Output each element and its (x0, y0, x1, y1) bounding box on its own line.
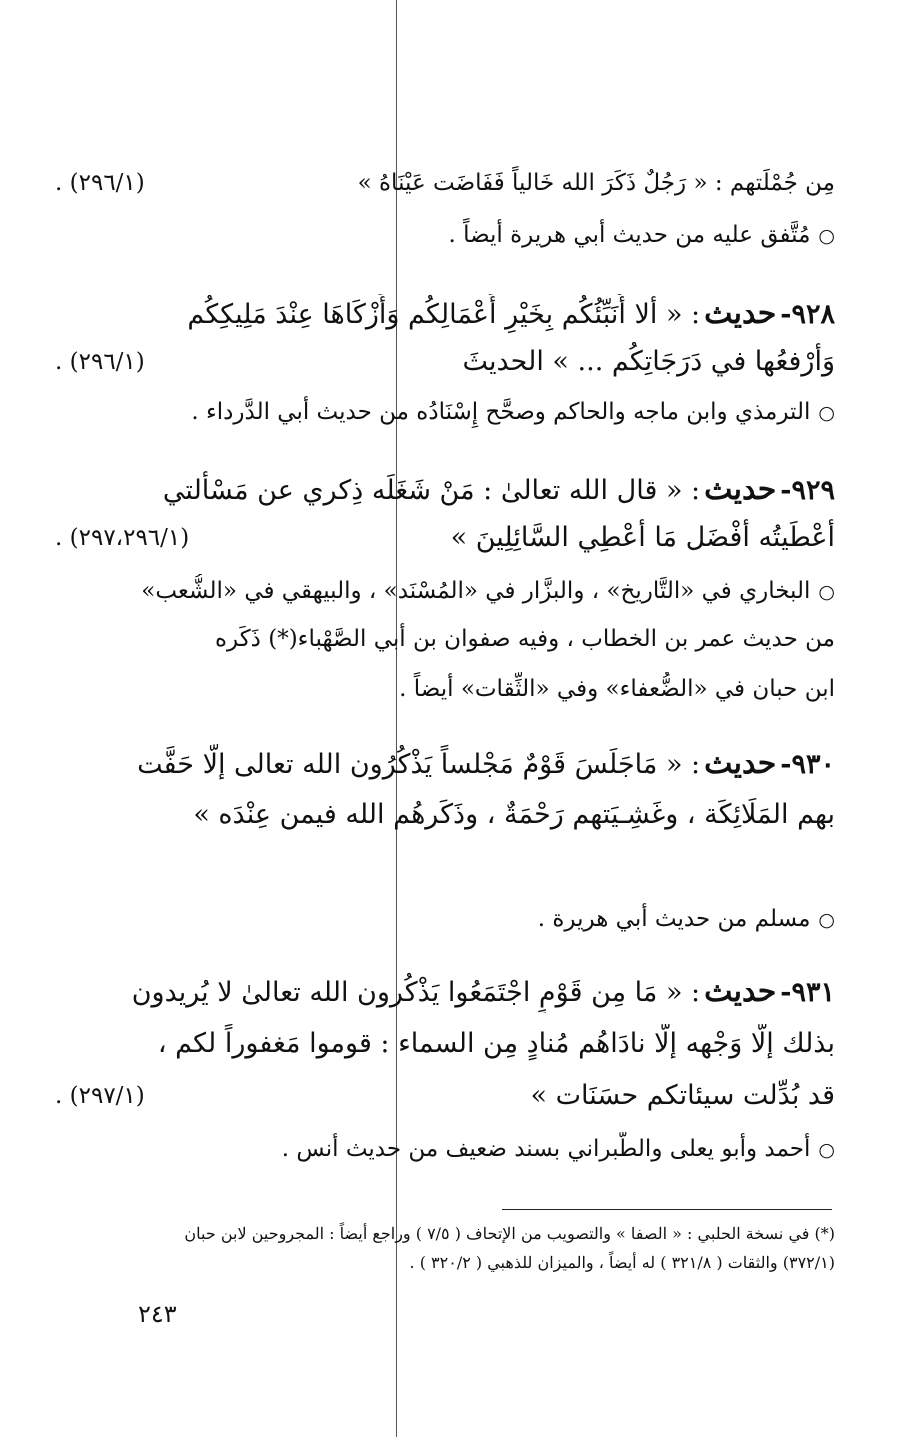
hadith-930-line-1 (55, 744, 835, 785)
note-text: أحمد وأبو يعلى والطَّبراني بسند ضعيف من حديث أنس . (281, 1136, 811, 1162)
hadith-929-source-2 (55, 622, 835, 656)
hadith-text: أَعْطَيتُه أَفْضَل مَا أُعْطِي السَّائِلِينَ » (450, 522, 835, 553)
footnote-line-1: (*) في نسخة الحلبي : « الصفا » والتصويب من الإتحاف ( ٧/٥ ) وراجع أيضاً : المجروحين لابن حبان (184, 1224, 835, 1243)
hadith-number: ٩٣١- (780, 977, 835, 1008)
hadith-929-source-1 (55, 574, 835, 609)
circle-bullet-icon: ○ (818, 225, 835, 247)
reference: (٢٩٧،٢٩٦/١) . (55, 525, 190, 551)
hadith-text: وَأَرْفعُها في دَرَجَاتِكُم ... » الحديثَ (462, 346, 835, 377)
circle-bullet-icon: ○ (818, 402, 835, 424)
reference: (٢٩٧/١) . (55, 1083, 145, 1109)
continuation-line (55, 166, 835, 200)
note-text: الترمذي وابن ماجه والحاكم وصحَّح إِسْنَادُه من حديث أبي الدَّرداء . (191, 399, 811, 425)
hadith-keyword: حديث (704, 974, 777, 1009)
hadith-929-source-3 (55, 672, 835, 706)
hadith-931-line-2 (55, 1024, 835, 1064)
hadith-928-source (55, 395, 835, 430)
hadith-keyword: حديث (704, 296, 777, 331)
footnote-line-2: (٣٧٢/١) والثقات ( ٣٢١/٨ ) له أيضاً ، والميزان للذهبي ( ٣٢٠/٢ ) . (409, 1253, 835, 1272)
hadith-keyword: حديث (704, 746, 777, 781)
hadith-text: بهم المَلَائِكَة ، وغَشِـيَتهم رَحْمَةٌ ، وذَكَرهُم الله فيمن عِنْدَه » (193, 799, 835, 830)
hadith-931-source (55, 1132, 835, 1167)
hadith-930-line-2 (55, 795, 835, 835)
hadith-text: بذلك إلَّا وَجْهه إلَّا نادَاهُم مُنادٍ مِن السماء : قوموا مَغفوراً لكم ، (157, 1028, 835, 1059)
hadith-text: : « قال الله تعالىٰ : مَنْ شَغَلَه ذِكري عن مَسْأَلتي (162, 475, 701, 506)
reference: (٢٩٦/١) . (55, 170, 145, 196)
circle-bullet-icon: ○ (818, 1139, 835, 1161)
reference: (٢٩٦/١) . (55, 349, 145, 375)
hadith-930-source (55, 902, 835, 937)
hadith-number: ٩٣٠- (780, 749, 835, 780)
hadith-text: مِن جُمْلَتهم : « رَجُلٌ ذَكَرَ الله خَالياً فَفَاضَت عَيْنَاهُ » (357, 170, 835, 196)
hadith-text: : « مَاجَلَسَ قَوْمٌ مَجْلساً يَذْكُرُون الله تعالى إلَّا حَفَّت (137, 749, 701, 780)
hadith-931-line-3 (55, 1076, 835, 1116)
note-text: ابن حبان في «الضُّعفاء» وفي «الثِّقات» أيضاً . (399, 676, 835, 702)
hadith-931-line-1 (55, 972, 835, 1013)
hadith-number: ٩٢٩- (780, 475, 835, 506)
note-text: البخاري في «التَّاريخ» ، والبزَّار في «المُسْنَد» ، والبيهقي في «الشُّعب» (141, 578, 811, 604)
circle-bullet-icon: ○ (818, 909, 835, 931)
hadith-928-line-2 (55, 342, 835, 382)
hadith-text: قد بُدِّلت سيئاتكم حسَنَات » (530, 1080, 835, 1111)
hadith-929-line-2 (55, 518, 835, 558)
hadith-number: ٩٢٨- (780, 299, 835, 330)
page-number: ٢٤٣ (138, 1300, 177, 1328)
footnote-separator (502, 1209, 832, 1210)
circle-bullet-icon: ○ (818, 581, 835, 603)
source-note (55, 218, 835, 253)
hadith-text: : « مَا مِن قَوْمٍ اجْتَمَعُوا يَذْكُرون الله تعالىٰ لا يُريدون (131, 977, 701, 1008)
note-text: من حديث عمر بن الخطاب ، وفيه صفوان بن أبي الصَّهْباء(*) ذَكَره (214, 626, 835, 652)
hadith-text: : « ألا أُنَبِّئُكُم بِخَيْرِ أَعْمَالِكُم وَأَزْكَاهَا عِنْدَ مَلِيكِكُم (187, 299, 701, 330)
hadith-929-line-1 (55, 470, 835, 511)
note-text: مسلم من حديث أبي هريرة . (537, 906, 811, 932)
hadith-928-line-1 (55, 294, 835, 335)
note-text: مُتَّفق عليه من حديث أبي هريرة أيضاً . (448, 222, 811, 248)
hadith-keyword: حديث (704, 472, 777, 507)
